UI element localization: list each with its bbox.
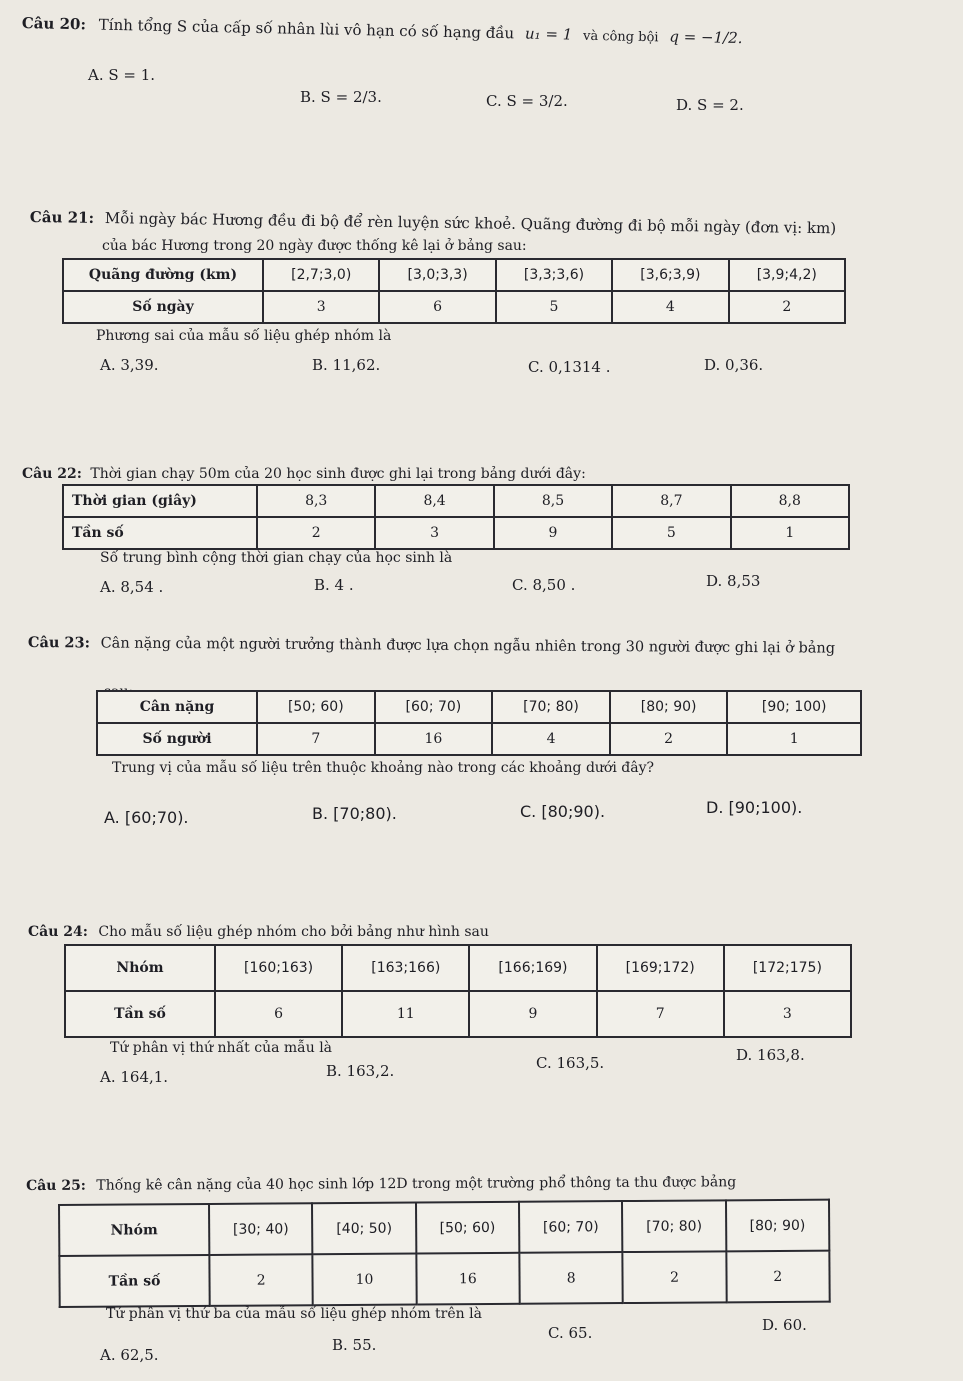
q20-option-d[interactable]: D. S = 2. [676, 96, 744, 114]
q23-group-5: [90; 100) [727, 691, 861, 723]
q21-count-1: 3 [263, 291, 379, 323]
q23-count-1: 7 [257, 723, 375, 755]
q22-count-3: 9 [494, 517, 612, 549]
q23-count-3: 4 [492, 723, 610, 755]
q25-group-3: [50; 60) [416, 1202, 520, 1254]
q21-count-5: 2 [729, 291, 845, 323]
q20-ratio: q = −1/2. [669, 27, 743, 48]
q23-option-c[interactable]: C. [80;90). [520, 802, 606, 821]
q21-count-3: 5 [496, 291, 612, 323]
q25-option-d[interactable]: D. 60. [762, 1316, 807, 1334]
q25-row-header-frequency: Tần số [59, 1255, 209, 1307]
q24-option-a[interactable]: A. 164,1. [100, 1068, 169, 1086]
q21-option-a[interactable]: A. 3,39. [100, 356, 159, 374]
q22-count-5: 1 [731, 517, 849, 549]
q22-value-5: 8,8 [731, 485, 849, 517]
q25-question: Tứ phân vị thứ ba của mẫu số liệu ghép nhóm trên là [106, 1306, 482, 1322]
q24-count-2: 11 [342, 991, 469, 1037]
q22-count-1: 2 [257, 517, 375, 549]
q21-text-line1: Mỗi ngày bác Hương đều đi bộ để rèn luyện sức khoẻ. Quãng đường đi bộ mỗi ngày (đơn vị: km) [104, 209, 837, 238]
q20-u1: u₁ = 1 [524, 24, 573, 44]
q23-prompt-line1 [28, 634, 835, 657]
q22-prompt [22, 466, 586, 482]
q24-prompt [28, 924, 489, 940]
q22-row-header-time: Thời gian (giây) [63, 485, 257, 517]
q25-count-5: 2 [623, 1251, 727, 1303]
q25-count-6: 2 [726, 1251, 830, 1303]
q21-question: Phương sai của mẫu số liệu ghép nhóm là [96, 328, 392, 344]
q21-count-2: 6 [379, 291, 495, 323]
q24-count-5: 3 [724, 991, 851, 1037]
q21-row-header-distance: Quãng đường (km) [63, 259, 263, 291]
q24-option-b[interactable]: B. 163,2. [326, 1062, 395, 1080]
q23-count-2: 16 [375, 723, 493, 755]
q24-group-4: [169;172) [597, 945, 724, 991]
q23-count-5: 1 [727, 723, 861, 755]
q24-group-2: [163;166) [342, 945, 469, 991]
q21-table [62, 258, 846, 324]
q24-group-3: [166;169) [469, 945, 596, 991]
q23-label: Câu 23: [27, 634, 91, 652]
q23-row-header-weight: Cân nặng [97, 691, 257, 723]
q24-count-4: 7 [597, 991, 724, 1037]
q21-label: Câu 21: [29, 208, 95, 227]
q21-group-4: [3,6;3,9) [612, 259, 728, 291]
q22-row-header-frequency: Tần số [63, 517, 257, 549]
q25-count-4: 8 [519, 1252, 623, 1304]
q20-text: Tính tổng S của cấp số nhân lùi vô hạn có số hạng đầu [98, 15, 515, 43]
q25-count-2: 10 [313, 1254, 417, 1306]
q25-table [58, 1199, 831, 1308]
q21-group-3: [3,3;3,6) [496, 259, 612, 291]
q20-option-a[interactable]: A. S = 1. [88, 66, 156, 84]
q24-table [64, 944, 852, 1038]
q23-question: Trung vị của mẫu số liệu trên thuộc khoảng nào trong các khoảng dưới đây? [112, 760, 655, 776]
q22-count-4: 5 [612, 517, 730, 549]
q22-option-c[interactable]: C. 8,50 . [512, 576, 576, 594]
q24-row-header-frequency: Tần số [65, 991, 215, 1037]
q21-option-c[interactable]: C. 0,1314 . [528, 358, 611, 376]
q25-group-1: [30; 40) [209, 1203, 313, 1255]
q24-label: Câu 24: [28, 924, 88, 940]
q25-group-2: [40; 50) [312, 1203, 416, 1255]
q22-option-d[interactable]: D. 8,53 [706, 572, 761, 590]
q22-count-2: 3 [375, 517, 493, 549]
q20-prompt [22, 14, 743, 47]
q21-option-b[interactable]: B. 11,62. [312, 356, 381, 374]
q25-group-5: [70; 80) [622, 1200, 726, 1252]
q21-count-4: 4 [612, 291, 728, 323]
q22-value-2: 8,4 [375, 485, 493, 517]
q20-ratio-text: và công bội [582, 28, 659, 46]
q22-value-4: 8,7 [612, 485, 730, 517]
q25-label: Câu 25: [26, 1177, 87, 1194]
q21-text-line2: của bác Hương trong 20 ngày được thống kê lại ở bảng sau: [102, 238, 527, 254]
q25-group-4: [60; 70) [519, 1201, 623, 1253]
q23-count-4: 2 [610, 723, 728, 755]
q22-value-1: 8,3 [257, 485, 375, 517]
q20-option-b[interactable]: B. S = 2/3. [300, 88, 382, 106]
q21-group-1: [2,7;3,0) [263, 259, 379, 291]
q24-count-3: 9 [469, 991, 596, 1037]
q24-option-d[interactable]: D. 163,8. [736, 1046, 805, 1064]
q23-option-d[interactable]: D. [90;100). [706, 798, 803, 817]
q22-question: Số trung bình cộng thời gian chạy của học sinh là [100, 550, 453, 566]
q23-text-line1: Cân nặng của một người trưởng thành được lựa chọn ngẫu nhiên trong 30 người được ghi lại ở bảng [100, 635, 836, 657]
q21-group-5: [3,9;4,2) [729, 259, 845, 291]
q21-prompt-line1 [30, 208, 837, 237]
q23-group-3: [70; 80) [492, 691, 610, 723]
q24-count-1: 6 [215, 991, 342, 1037]
q23-group-2: [60; 70) [375, 691, 493, 723]
q23-group-1: [50; 60) [257, 691, 375, 723]
q21-option-d[interactable]: D. 0,36. [704, 356, 764, 374]
q25-text: Thống kê cân nặng của 40 học sinh lớp 12D trong một trường phổ thông ta thu được bảng [96, 1174, 737, 1194]
q24-option-c[interactable]: C. 163,5. [536, 1054, 605, 1072]
q24-group-5: [172;175) [724, 945, 851, 991]
q22-option-b[interactable]: B. 4 . [314, 576, 354, 594]
q23-row-header-people: Số người [97, 723, 257, 755]
q24-row-header-group: Nhóm [65, 945, 215, 991]
q25-option-a[interactable]: A. 62,5. [100, 1346, 159, 1364]
q25-count-3: 16 [416, 1253, 520, 1305]
q23-table [96, 690, 862, 756]
q22-text: Thời gian chạy 50m của 20 học sinh được ghi lại trong bảng dưới đây: [90, 466, 586, 482]
q21-row-header-days: Số ngày [63, 291, 263, 323]
q23-option-b[interactable]: B. [70;80). [312, 804, 397, 823]
q25-group-6: [80; 90) [726, 1200, 830, 1252]
q22-label: Câu 22: [22, 466, 82, 482]
q25-row-header-group: Nhóm [59, 1204, 209, 1256]
q25-option-b[interactable]: B. 55. [332, 1336, 377, 1354]
q25-prompt [26, 1174, 736, 1194]
q21-group-2: [3,0;3,3) [379, 259, 495, 291]
q24-group-1: [160;163) [215, 945, 342, 991]
q22-value-3: 8,5 [494, 485, 612, 517]
q24-question: Tứ phân vị thứ nhất của mẫu là [110, 1040, 333, 1056]
q25-option-c[interactable]: C. 65. [548, 1324, 593, 1342]
q23-option-a[interactable]: A. [60;70). [104, 808, 189, 827]
q20-label: Câu 20: [21, 14, 87, 34]
q25-count-1: 2 [209, 1254, 313, 1306]
q22-option-a[interactable]: A. 8,54 . [100, 578, 164, 596]
q20-option-c[interactable]: C. S = 3/2. [486, 92, 568, 110]
q22-table [62, 484, 850, 550]
q23-group-4: [80; 90) [610, 691, 728, 723]
q24-text: Cho mẫu số liệu ghép nhóm cho bởi bảng như hình sau [98, 924, 489, 940]
